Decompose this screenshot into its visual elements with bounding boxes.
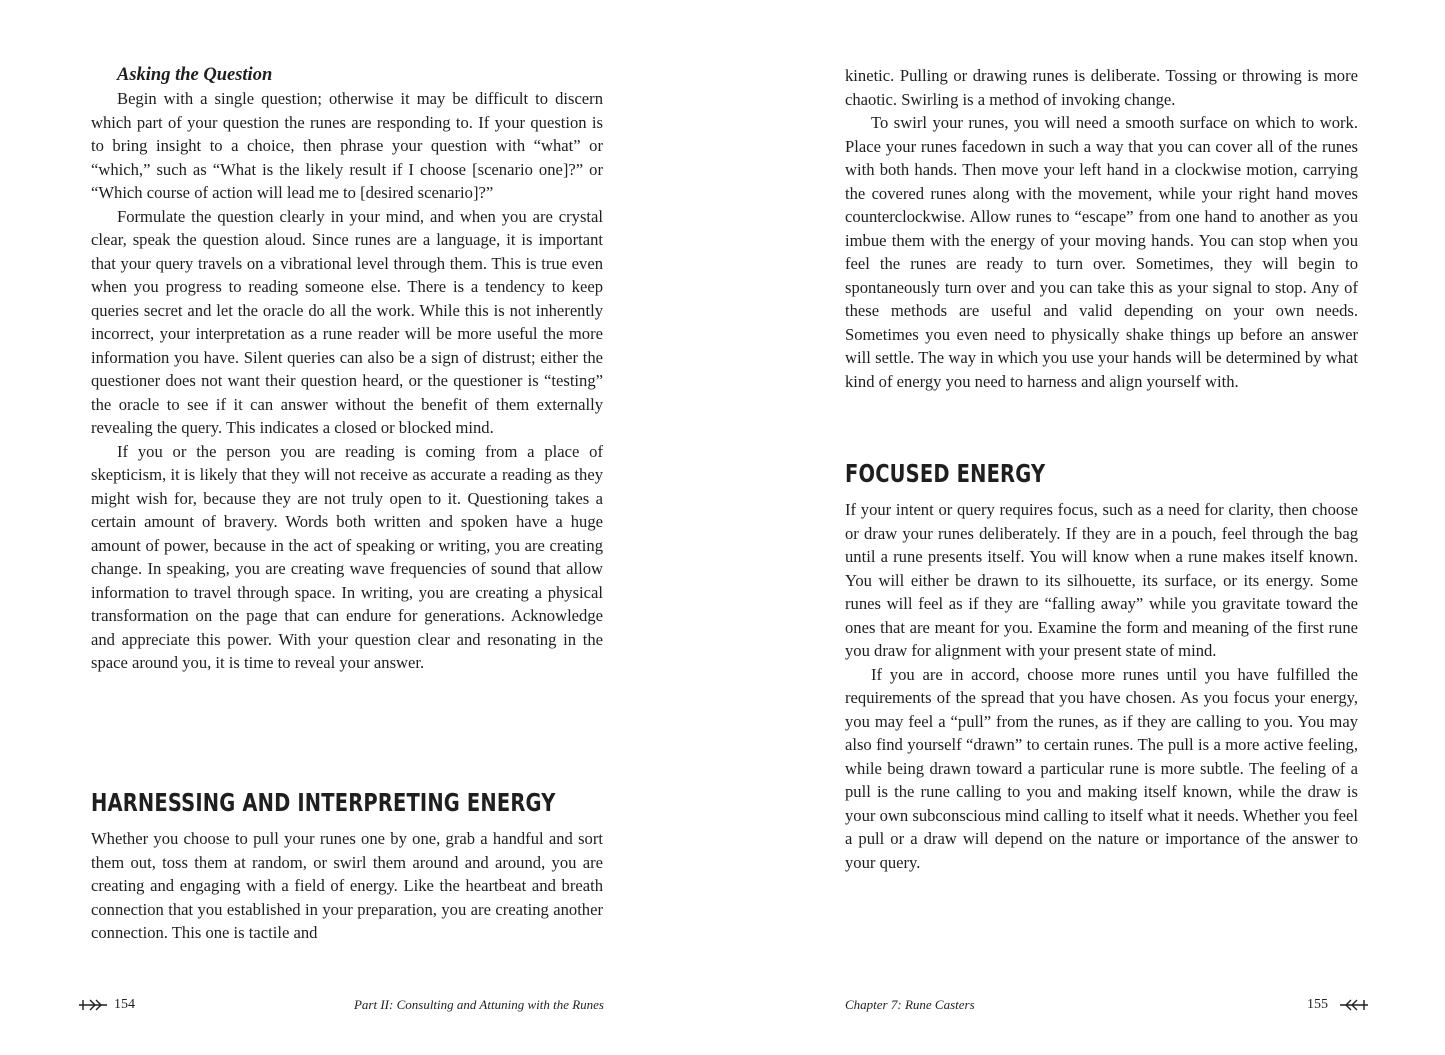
left-footer — [0, 995, 722, 1015]
section-heading-harnessing: HARNESSING AND INTERPRETING ENERGY — [91, 788, 556, 817]
left-body-bottom — [91, 827, 603, 945]
page-number: 154 — [114, 997, 135, 1012]
paragraph: kinetic. Pulling or drawing runes is deliberate. Tossing or throwing is more chaotic. Swirling is a method of invoking change. — [845, 66, 1358, 109]
section-heading-focused-energy: FOCUSED ENERGY — [845, 459, 1046, 488]
paragraph: Formulate the question clearly in your mind, and when you are crystal clear, speak the question aloud. Since runes are a language, it is important that your query travels on a vibrational level through them. This is true even when you progress to reading someone else. There is a tendency to keep queries secret and let the oracle do all the work. While this is not inherently incorrect, your interpretation as a rune reader will be more useful the more information you have. Silent queries can also be a sign of distrust; either the questioner does not want their question heard, or the questioner is “testing” the oracle to see if it can answer without the benefit of them externally revealing the query. This indicates a closed or blocked mind. — [91, 206, 603, 437]
page-number: 155 — [1307, 997, 1328, 1012]
running-head: Part II: Consulting and Attuning with the Runes — [353, 997, 604, 1012]
right-page — [722, 0, 1445, 1055]
right-footer — [722, 995, 1445, 1015]
paragraph: To swirl your runes, you will need a smooth surface on which to work. Place your runes facedown in such a way that you can cover all of the runes with both hands. Then move your left hand in a clockwise motion, carrying the covered runes along with the movement, while your right hand moves counterclockwise. Allow runes to “escape” from one hand to another as you imbue them with the energy of your moving hands. You can stop when you feel the runes are ready to turn over. Sometimes, they will begin to spontaneously turn over and you can take this as your signal to stop. Any of these methods are useful and valid depending on your own needs. Sometimes you even need to physically shake things up before an answer will settle. The way in which you use your hands will be determined by what kind of energy you need to harness and align yourself with. — [845, 113, 1358, 391]
left-page — [0, 0, 722, 1055]
subheading-asking-the-question: Asking the Question — [117, 65, 273, 85]
paragraph: If you are in accord, choose more runes until you have fulfilled the requirements of the spread that you have chosen. As you focus your energy, you may feel a “pull” from the runes, as if they are calling to you. You may also find yourself “drawn” to certain runes. The pull is a more active feeling, while being drawn toward a particular rune is more subtle. The feeling of a pull is the rune calling to you and making itself known, while the draw is your own subconscious mind calling to itself what it needs. Whether you feel a pull or a draw will depend on the nature or importance of the answer to your query. — [845, 664, 1358, 872]
left-body-top — [91, 87, 603, 675]
rune-arrow-icon — [78, 999, 108, 1011]
paragraph: Begin with a single question; otherwise it may be difficult to discern which part of your question the runes are responding to. If your question is to bring insight to a choice, then phrase your question with “what” or “which,” such as “What is the likely result if I choose [scenario one]?” or “Which course of action will lead me to [desired scenario]?” — [91, 89, 603, 202]
running-head: Chapter 7: Rune Casters — [845, 997, 975, 1012]
right-body-top — [845, 64, 1358, 393]
paragraph: If your intent or query requires focus, such as a need for clarity, then choose or draw your runes deliberately. If they are in a pouch, feel through the bag until a rune presents itself. You will know when a rune makes itself known. You will either be drawn to its silhouette, its surface, or its energy. Some runes will feel as if they are “falling away” while you gravitate toward the ones that are meant for you. Examine the form and meaning of the first rune you draw for alignment with your present state of mind. — [845, 500, 1358, 660]
paragraph: Whether you choose to pull your runes one by one, grab a handful and sort them out, toss them at random, or swirl them around and around, you are creating and engaging with a field of energy. Like the heartbeat and breath connection that you established in your preparation, you are creating another connection. This one is tactile and — [91, 829, 603, 942]
rune-arrow-icon — [1339, 999, 1369, 1011]
right-body-bottom — [845, 498, 1358, 874]
paragraph: If you or the person you are reading is coming from a place of skepticism, it is likely that they will not receive as accurate a reading as they might wish for, because they are not truly open to it. Questioning takes a certain amount of bravery. Words both written and spoken have a huge amount of power, because in the act of speaking or writing, you are creating change. In speaking, you are creating wave frequencies of sound that allow information to travel through space. In writing, you are creating a physical transformation on the page that can endure for generations. Acknowledge and appreciate this power. With your question clear and resonating in the space around you, it is time to reveal your answer. — [91, 441, 603, 672]
